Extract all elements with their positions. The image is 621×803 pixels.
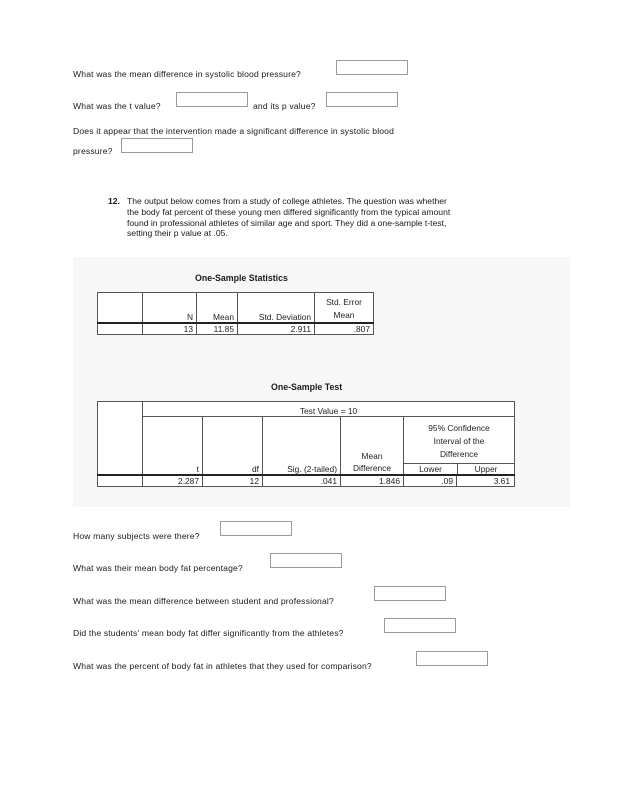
- question-subject-count: How many subjects were there?: [73, 531, 200, 541]
- answer-comparison-percent-input[interactable]: [416, 651, 488, 666]
- one-sample-statistics-table: [97, 292, 374, 335]
- problem-line: The output below comes from a study of college athletes. The question was whether: [127, 196, 447, 206]
- question-significance-line1: Does it appear that the intervention made a significant difference in systolic blood: [73, 126, 395, 136]
- ci-title-line3: Difference: [439, 448, 479, 459]
- header-std-error-line2: Mean: [333, 309, 355, 320]
- ci-title: [404, 420, 514, 463]
- header-std-error-mean: [315, 293, 374, 323]
- header-lower: Lower: [404, 464, 458, 474]
- answer-differ-significantly-input[interactable]: [384, 618, 456, 633]
- header-std-deviation: Std. Deviation: [238, 293, 315, 323]
- problem-line: found in professional athletes of similar age and sport. They did a one-sample t-test,: [127, 217, 447, 228]
- header-confidence-interval: [404, 417, 515, 475]
- cell-df: 12: [203, 475, 263, 487]
- test-value-header: Test Value = 10: [143, 402, 515, 417]
- problem-line: the body fat percent of these young men differed significantly from the typical amount: [127, 206, 451, 217]
- question-mean-difference-bp: What was the mean difference in systolic blood pressure?: [73, 69, 301, 79]
- answer-mean-difference-input[interactable]: [374, 586, 446, 601]
- question-comparison-percent: What was the percent of body fat in athletes that they used for comparison?: [73, 661, 372, 671]
- answer-subject-count-input[interactable]: [220, 521, 292, 536]
- row-label-cell: [98, 475, 143, 487]
- row-label-cell: [98, 323, 143, 335]
- answer-significance-input[interactable]: [121, 138, 193, 153]
- header-df: df: [203, 417, 263, 475]
- header-mean: Mean: [197, 293, 238, 323]
- header-mean-difference: [341, 417, 404, 475]
- cell-upper: 3.61: [493, 476, 510, 486]
- answer-t-value-input[interactable]: [176, 92, 248, 107]
- header-std-error-line1: Std. Error: [326, 296, 362, 307]
- ci-values-row: [404, 476, 514, 486]
- problem-number: 12.: [108, 196, 120, 206]
- question-t-value: What was the t value?: [73, 101, 161, 111]
- test-table-title: One-Sample Test: [271, 382, 343, 392]
- question-mean-body-fat: What was their mean body fat percentage?: [73, 563, 243, 573]
- cell-ci-values: [404, 475, 515, 487]
- cell-std-deviation: 2.911: [238, 323, 315, 335]
- cell-t: 2.287: [143, 475, 203, 487]
- problem-line: setting their p value at .05.: [127, 228, 228, 239]
- cell-mean-difference: 1.846: [341, 475, 404, 487]
- header-upper: Upper: [474, 463, 498, 474]
- cell-n: 13: [143, 323, 197, 335]
- header-t: t: [143, 417, 203, 475]
- header-mean-difference-line2: Difference: [352, 462, 392, 473]
- question-differ-significantly: Did the students' mean body fat differ significantly from the athletes?: [73, 628, 344, 638]
- cell-lower: .09: [404, 476, 457, 486]
- question-significance-line2: pressure?: [73, 146, 113, 156]
- cell-mean: 11.85: [197, 323, 238, 335]
- ci-title-line2: Interval of the: [433, 435, 485, 446]
- answer-mean-difference-bp-input[interactable]: [336, 60, 408, 75]
- answer-mean-body-fat-input[interactable]: [270, 553, 342, 568]
- ci-subheaders: [404, 463, 514, 474]
- ci-title-line1: 95% Confidence: [428, 422, 490, 433]
- header-mean-difference-line1: Mean: [361, 450, 383, 461]
- header-sig: Sig. (2-tailed): [263, 417, 341, 475]
- row-header-cell: [98, 293, 143, 323]
- question-mean-difference: What was the mean difference between student and professional?: [73, 596, 334, 606]
- answer-p-value-input[interactable]: [326, 92, 398, 107]
- stats-table-title: One-Sample Statistics: [195, 273, 288, 283]
- question-p-value: and its p value?: [253, 101, 316, 111]
- problem-12-description: [108, 196, 557, 239]
- cell-std-error-mean: .807: [315, 323, 374, 335]
- header-n: N: [143, 293, 197, 323]
- cell-sig: .041: [263, 475, 341, 487]
- row-header-cell: [98, 402, 143, 475]
- one-sample-test-table: [97, 401, 515, 487]
